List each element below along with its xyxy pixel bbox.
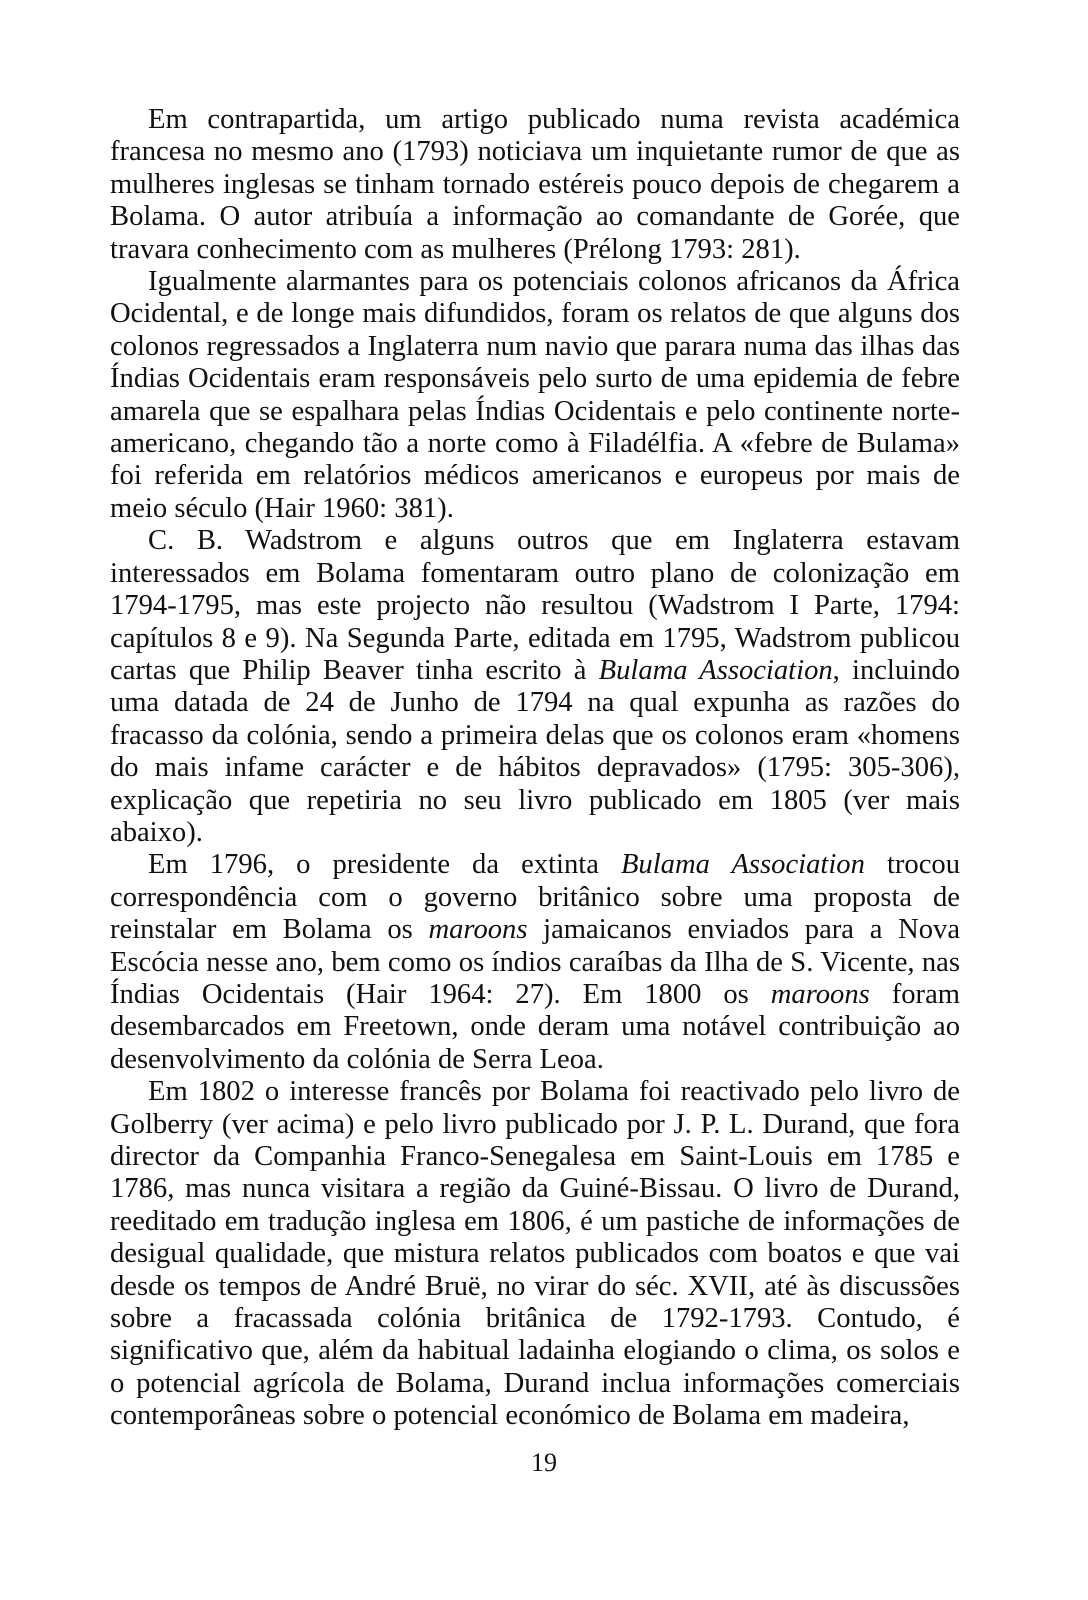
paragraph xyxy=(110,1076,960,1432)
text-run: jamaicanos enviados para a Nova Escócia nesse ano, bem como os índios caraíbas da Ilha de S. Vicente, nas Índias Ocidentais (Hair 1964: 27). Em 1800 os xyxy=(110,914,961,1010)
text-run: Em 1796, o presidente da extinta xyxy=(148,849,621,881)
page-number: 19 xyxy=(531,1448,557,1477)
text-run: C. B. Wadstrom e alguns outros que em Inglaterra estavam interessados em Bolama fomentaram outro plano de colonização em 1794-1795, mas este projecto não resultou (Wadstrom I Parte, 1794: capítulos 8 e 9). Na Segunda Parte, editada em 1795, Wadstrom publicou cartas que Philip Beaver tinha escrito à xyxy=(110,525,960,686)
italic-term: maroons xyxy=(428,914,528,946)
italic-term: maroons xyxy=(770,978,870,1010)
text-run: , incluindo uma datada de 24 de Junho de 1794 na qual expunha as razões do fracasso da colónia, sendo a primeira delas que os colonos eram «homens do mais infame carácter e de hábitos depravados» (1795: 305-306), explicação que repetiria no seu livro publicado em 1805 (ver mais abaixo). xyxy=(110,654,961,848)
text-run: Igualmente alarmantes para os potenciais colonos africanos da África Ocidental, e de longe mais difundidos, foram os relatos de que alguns dos colonos regressados a Inglaterra num navio que parara numa das ilhas das Índias Ocidentais eram responsáveis pelo surto de uma epidemia de febre amarela que se espalhara pelas Índias Ocidentais e pelo continente norte-americano, chegando tão a norte como à Filadélfia. A «febre de Bulama» foi referida em relatórios médicos americanos e europeus por mais de meio século (Hair 1960: 381). xyxy=(110,266,960,524)
text-run: foram desembarcados em Freetown, onde deram uma notável contribuição ao desenvolvimento da colónia de Serra Leoa. xyxy=(110,978,960,1075)
text-run: Em 1802 o interesse francês por Bolama foi reactivado pelo livro de Golberry (ver acima) e pelo livro publicado por J. P. L. Durand, que fora director da Companhia Franco-Senegalesa em Saint-Louis em 1785 e 1786, mas nunca visitara a região da Guiné-Bissau. O livro de Durand, reeditado em tradução inglesa em 1806, é um pastiche de informações de desigual qualidade, que mistura relatos publicados com boatos e que vai desde os tempos de André Bruë, no virar do séc. XVII, até às discussões sobre a fracassada colónia britânica de 1792-1793. Contudo, é significativo que, além da habitual ladainha elogiando o clima, os solos e o potencial agrícola de Bolama, Durand inclua informações comerciais contemporâneas sobre o potencial económico de Bolama em madeira, xyxy=(110,1076,960,1432)
paragraph xyxy=(110,849,960,1076)
italic-title: Bulama Association xyxy=(620,849,865,881)
paragraph xyxy=(110,104,960,266)
paragraph xyxy=(110,525,960,849)
paragraph xyxy=(110,266,960,525)
body-text xyxy=(110,104,960,1433)
text-run: Em contrapartida, um artigo publicado numa revista académica francesa no mesmo ano (1793) noticiava um inquietante rumor de que as mulheres inglesas se tinham tornado estéreis pouco depois de chegarem a Bolama. O autor atribuía a informação ao comandante de Gorée, que travara conhecimento com as mulheres (Prélong 1793: 281). xyxy=(110,104,960,265)
italic-title: Bulama Association xyxy=(598,654,833,686)
text-run: trocou correspondência com o governo britânico sobre uma proposta de reinstalar em Bolama os xyxy=(110,849,960,946)
